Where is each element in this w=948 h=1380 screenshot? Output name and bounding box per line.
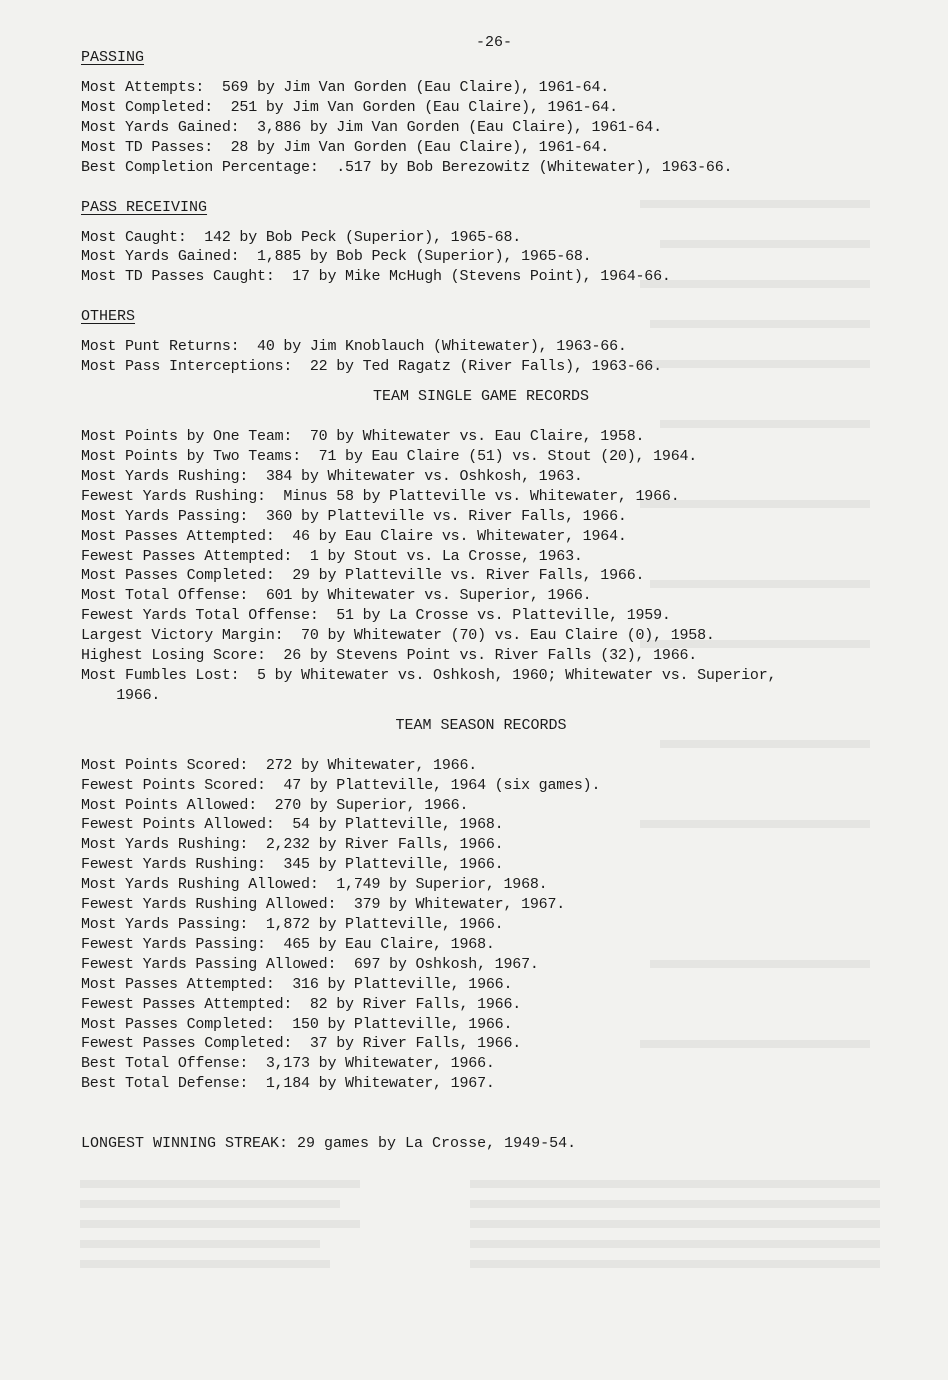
record-line: Most Points by One Team: 70 by Whitewater vs. Eau Claire, 1958. bbox=[81, 428, 645, 446]
record-line: Most Caught: 142 by Bob Peck (Superior), 1965-68. bbox=[81, 228, 522, 246]
record-line: Most Passes Completed: 29 by Platteville vs. River Falls, 1966. bbox=[81, 567, 645, 585]
record-line: Most Passes Attempted: 46 by Eau Claire vs. Whitewater, 1964. bbox=[81, 527, 627, 545]
record-line: Fewest Points Allowed: 54 by Platteville, 1968. bbox=[81, 816, 504, 834]
record-line: Most TD Passes Caught: 17 by Mike McHugh (Stevens Point), 1964-66. bbox=[81, 268, 671, 286]
record-line: Most Yards Rushing Allowed: 1,749 by Superior, 1968. bbox=[81, 876, 548, 894]
records-content bbox=[81, 48, 881, 1154]
section-heading-pass-receiving: PASS RECEIVING bbox=[81, 198, 208, 216]
record-line: Most Pass Interceptions: 22 by Ted Ragatz (River Falls), 1963-66. bbox=[81, 358, 662, 376]
record-line: Most Points Allowed: 270 by Superior, 1966. bbox=[81, 796, 469, 814]
record-line: Most Total Offense: 601 by Whitewater vs. Superior, 1966. bbox=[81, 587, 592, 605]
record-line: Most Passes Attempted: 316 by Platteville, 1966. bbox=[81, 975, 513, 993]
record-line: Fewest Yards Passing Allowed: 697 by Oshkosh, 1967. bbox=[81, 955, 539, 973]
record-line: Fewest Yards Rushing: 345 by Platteville, 1966. bbox=[81, 856, 504, 874]
record-line: Most TD Passes: 28 by Jim Van Gorden (Eau Claire), 1961-64. bbox=[81, 138, 610, 156]
record-line: Most Yards Passing: 360 by Platteville vs. River Falls, 1966. bbox=[81, 507, 627, 525]
section-heading-team-single-game: TEAM SINGLE GAME RECORDS bbox=[372, 388, 590, 406]
section-heading-others: OTHERS bbox=[81, 308, 136, 326]
record-line: Fewest Passes Attempted: 82 by River Falls, 1966. bbox=[81, 995, 522, 1013]
section-heading-team-season: TEAM SEASON RECORDS bbox=[395, 716, 567, 734]
record-line: Most Yards Rushing: 384 by Whitewater vs. Oshkosh, 1963. bbox=[81, 467, 583, 485]
passing-section bbox=[81, 48, 881, 178]
record-line: Most Yards Rushing: 2,232 by River Falls, 1966. bbox=[81, 836, 504, 854]
pass-receiving-section bbox=[81, 198, 881, 288]
record-line: Most Points by Two Teams: 71 by Eau Claire (51) vs. Stout (20), 1964. bbox=[81, 447, 698, 465]
others-section bbox=[81, 307, 881, 377]
record-line: Fewest Yards Passing: 465 by Eau Claire, 1968. bbox=[81, 935, 495, 953]
longest-winning-streak: LONGEST WINNING STREAK: 29 games by La Crosse, 1949-54. bbox=[81, 1135, 577, 1153]
record-line: Most Passes Completed: 150 by Platteville, 1966. bbox=[81, 1015, 513, 1033]
record-line: Best Total Defense: 1,184 by Whitewater, 1967. bbox=[81, 1075, 495, 1093]
record-line: Most Completed: 251 by Jim Van Gorden (Eau Claire), 1961-64. bbox=[81, 98, 618, 116]
section-heading-passing: PASSING bbox=[81, 49, 145, 66]
record-line: Most Yards Gained: 1,885 by Bob Peck (Superior), 1965-68. bbox=[81, 248, 592, 266]
record-line: Largest Victory Margin: 70 by Whitewater (70) vs. Eau Claire (0), 1958. bbox=[81, 627, 715, 645]
record-line: Best Completion Percentage: .517 by Bob Berezowitz (Whitewater), 1963-66. bbox=[81, 158, 733, 176]
record-line: Most Punt Returns: 40 by Jim Knoblauch (Whitewater), 1963-66. bbox=[81, 338, 627, 356]
record-line: Fewest Passes Completed: 37 by River Falls, 1966. bbox=[81, 1035, 522, 1053]
record-line: Most Points Scored: 272 by Whitewater, 1966. bbox=[81, 756, 478, 774]
record-line: Best Total Offense: 3,173 by Whitewater, 1966. bbox=[81, 1055, 495, 1073]
record-line: Most Yards Gained: 3,886 by Jim Van Gorden (Eau Claire), 1961-64. bbox=[81, 118, 662, 136]
record-line: Highest Losing Score: 26 by Stevens Point vs. River Falls (32), 1966. bbox=[81, 647, 698, 665]
record-line: Fewest Yards Total Offense: 51 by La Crosse vs. Platteville, 1959. bbox=[81, 607, 671, 625]
record-line: Most Yards Passing: 1,872 by Platteville, 1966. bbox=[81, 916, 504, 933]
team-single-game-section bbox=[81, 387, 881, 706]
record-line: Fewest Points Scored: 47 by Platteville, 1964 (six games). bbox=[81, 776, 601, 794]
page-number: -26- bbox=[476, 34, 513, 51]
record-line: Most Fumbles Lost: 5 by Whitewater vs. Oshkosh, 1960; Whitewater vs. Superior, 1966. bbox=[81, 666, 777, 704]
record-line: Fewest Passes Attempted: 1 by Stout vs. La Crosse, 1963. bbox=[81, 547, 583, 565]
team-season-section bbox=[81, 716, 881, 1094]
record-line: Fewest Yards Rushing Allowed: 379 by Whitewater, 1967. bbox=[81, 896, 566, 914]
record-line: Fewest Yards Rushing: Minus 58 by Platteville vs. Whitewater, 1966. bbox=[81, 487, 680, 505]
record-line: Most Attempts: 569 by Jim Van Gorden (Eau Claire), 1961-64. bbox=[81, 79, 610, 96]
